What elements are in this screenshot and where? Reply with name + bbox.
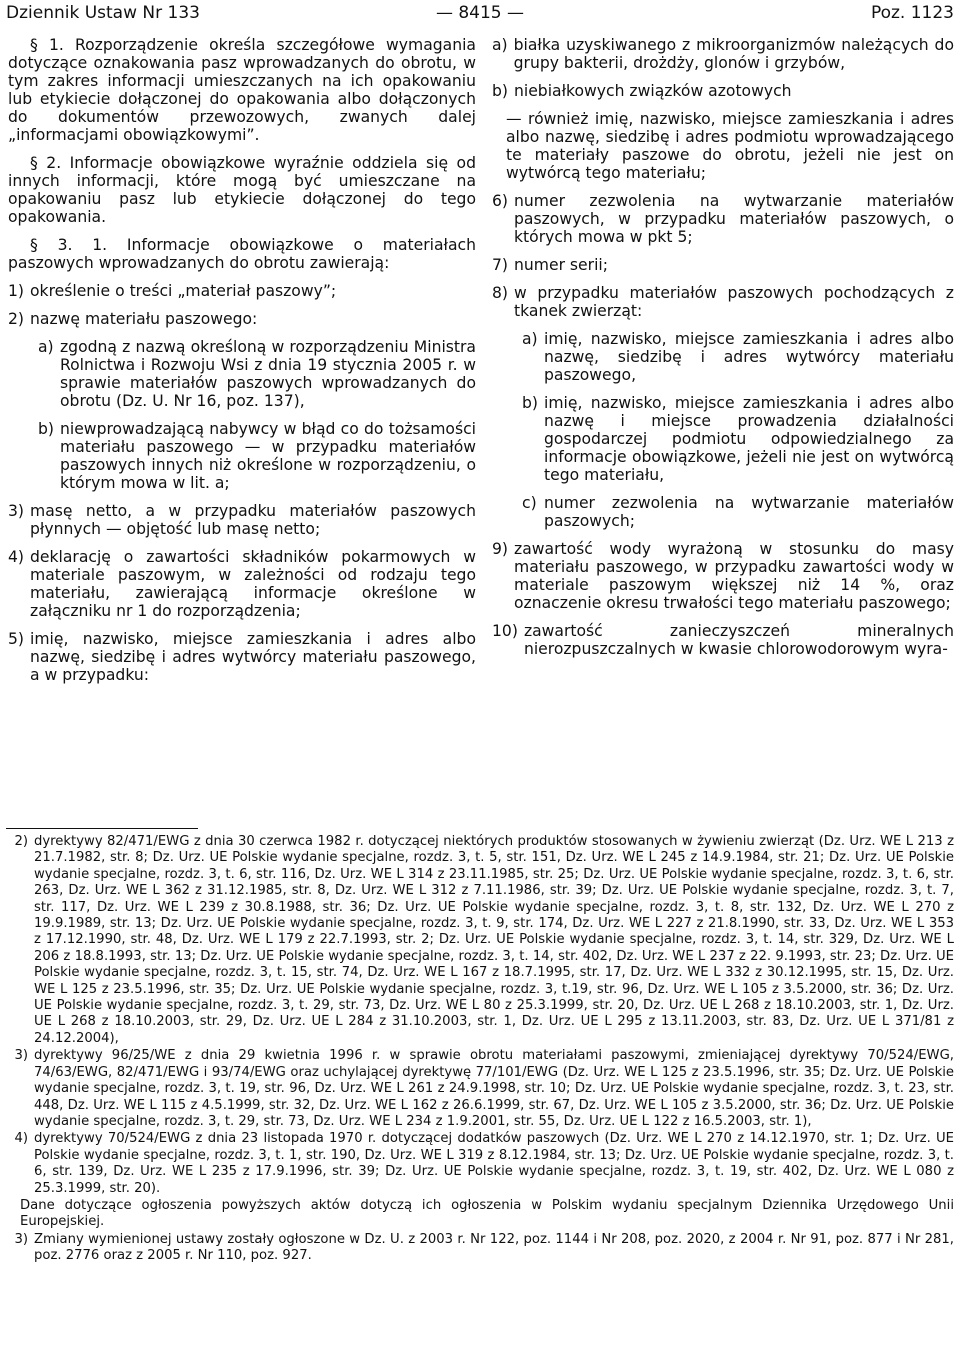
footnote-text: Zmiany wymienionej ustawy zostały ogłoszone w Dz. U. z 2003 r. Nr 122, poz. 1144 i Nr 208, poz. 2020, z 2004 r. Nr 91, poz. 877 i Nr 281, poz. 2776 oraz z 2005 r. Nr 110, poz. 927. <box>34 1231 954 1264</box>
item-number: 10) <box>492 622 518 640</box>
item-letter: a) <box>522 330 538 348</box>
footnote <box>6 1232 954 1265</box>
paragraph-2: § 2. Informacje obowiązkowe wyraźnie oddziela się od innych informacji, które mogą być umieszczane na opakowaniu pasz lub etykiecie dołączonej do tego opakowania. <box>8 154 476 226</box>
item-text: niewprowadzającą nabywcy w błąd co do tożsamości materiału paszowego — w przypadku materiałów paszowych innych niż określone w rozporządzeniu, o którym mowa w lit. a; <box>60 420 476 492</box>
footnote-text: dyrektywy 82/471/EWG z dnia 30 czerwca 1982 r. dotyczącej niektórych produktów stosowanych w żywieniu zwierząt (Dz. Urz. WE L 213 z 21.7.1982, str. 8; Dz. Urz. UE Polskie wydanie specjalne, rozdz. 3, t. 5, str. 151, Dz. Urz. WE L 245 z 14.9.1984, str. 21; Dz. Urz. UE Polskie wydanie specjalne, rozdz. 3, t. 6, str. 116, Dz. Urz. WE L 314 z 23.11.1985, str. 25; Dz. Urz. UE Polskie wydanie specjalne, rozdz. 3, t. 6, str. 263, Dz. Urz. WE L 362 z 31.12.1985, str. 8, Dz. Urz. WE L 312 z 7.11.1986, str. 39; Dz. Urz. UE Polskie wydanie specjalne, rozdz. 3, t. 7, str. 117, Dz. Urz. WE L 239 z 30.8.1988, str. 36; Dz. Urz. UE Polskie wydanie specjalne, rozdz. 3, t. 8, str. 132, Dz. Urz. WE L 270 z 19.9.1989, str. 13; Dz. Urz. UE Polskie wydanie specjalne, rozdz. 3, t. 9, str. 174, Dz. Urz. WE L 227 z 21.8.1990, str. 33, Dz. Urz. WE L 353 z 17.12.1990, str. 48, Dz. Urz. WE L 179 z 22.7.1993, str. 2; Dz. Urz. UE Polskie wydanie specjalne, rozdz. 3, t. 14, str. 329, Dz. Urz. WE L 206 z 18.8.1993, str. 13; Dz. Urz. UE Polskie wydanie specjalne, rozdz. 3, t. 14, str. 402, Dz. Urz. WE L 237 z 22. 9.1993, str. 23; Dz. Urz. UE Polskie wydanie specjalne, rozdz. 3, t. 15, str. 74, Dz. Urz. WE L 167 z 18.7.1995, str. 17, Dz. Urz. WE L 332 z 30.12.1995, str. 15, Dz. Urz. WE L 125 z 23.5.1996, str. 35; Dz. Urz. UE Polskie wydanie specjalne, rozdz. 3, t.19, str. 96, Dz. Urz. WE L 105 z 3.5.2000, str. 36; Dz. Urz. UE Polskie wydanie specjalne, rozdz. 3, t. 29, str. 73, Dz. Urz. WE L 80 z 25.3.1999, str. 20, Dz. Urz. UE L 268 z 18.10.2003, str. 1, Dz. Urz. UE L 268 z 18.10.2003, str. 29, Dz. Urz. UE L 284 z 31.10.2003, str. 1, Dz. Urz. UE L 295 z 13.11.2003, str. 83, Dz. Urz. UE L 371/81 z 24.12.2004), <box>34 834 954 1046</box>
sub-list-item <box>492 82 954 100</box>
item-text: białka uzyskiwanego z mikroorganizmów należących do grupy bakterii, drożdży, glonów i grzybów, <box>513 36 954 72</box>
item-letter: b) <box>522 394 538 412</box>
page-number: — 8415 — <box>435 3 525 23</box>
journal-title: Dziennik Ustaw Nr 133 <box>6 3 200 23</box>
item-number: 8) <box>492 284 509 302</box>
item-letter: b) <box>492 82 508 100</box>
item-number: 9) <box>492 540 509 558</box>
list-item <box>492 256 954 274</box>
footnote-number: 3) <box>14 1048 28 1064</box>
item-text: imię, nazwisko, miejsce zamieszkania i adres albo nazwę, siedzibę i adres wytwórcy materiału paszowego, <box>544 330 954 384</box>
list-item <box>492 192 954 246</box>
list-item <box>8 548 476 620</box>
item-text: deklarację o zawartości składników pokarmowych w materiale paszowym, w zależności od rodzaju tego materiału, zawierającą informacje określone w załączniku nr 1 do rozporządzenia; <box>30 548 476 620</box>
item-text: numer serii; <box>514 256 608 274</box>
item-number: 4) <box>8 548 25 566</box>
footnote-number: 3) <box>14 1231 28 1247</box>
footnote-note: Dane dotyczące ogłoszenia powyższych aktów dotyczą ich ogłoszenia w Polskim wydaniu specjalnym Dziennika Urzędowego Unii Europejskiej. <box>20 1197 954 1230</box>
item-letter: b) <box>38 420 54 438</box>
item-text: zawartość wody wyrażoną w stosunku do masy materiału paszowego, w przypadku zawartości wody w materiale paszowym większej niż 14 %, oraz oznaczenie okresu trwałości tego materiału paszowego; <box>514 540 954 612</box>
item-text: imię, nazwisko, miejsce zamieszkania i adres albo nazwę, siedzibę i adres wytwórcy materiału paszowego, a w przypadku: <box>30 630 476 684</box>
footnote <box>6 1048 954 1130</box>
item-text: masę netto, a w przypadku materiałów paszowych płynnych — objętość lub masę netto; <box>30 502 476 538</box>
list-item <box>8 502 476 538</box>
item-text: niebiałkowych związków azotowych <box>513 82 792 100</box>
list-item <box>8 282 476 300</box>
item-text: w przypadku materiałów paszowych pochodzących z tkanek zwierząt: <box>514 284 954 320</box>
list-item <box>492 540 954 612</box>
item-text: zawartość zanieczyszczeń mineralnych nierozpuszczalnych w kwasie chlorowodorowym wyra- <box>523 622 954 658</box>
item-text: określenie o treści „materiał paszowy”; <box>30 282 337 300</box>
footnote <box>6 834 954 1047</box>
position-number: Poz. 1123 <box>870 3 954 23</box>
sub-list-item <box>8 338 476 410</box>
item-text: zgodną z nazwą określoną w rozporządzeniu Ministra Rolnictwa i Rozwoju Wsi z dnia 19 stycznia 2005 r. w sprawie materiałów paszowych wprowadzanych do obrotu (Dz. U. Nr 16, poz. 137), <box>60 338 476 410</box>
list-item <box>8 310 476 328</box>
item-text: imię, nazwisko, miejsce zamieszkania i adres albo nazwę i miejsce prowadzenia działalności gospodarczej podmiotu odpowiedzialnego za informacje obowiązkowe, jeżeli nie jest on wytwórcą tego materiału, <box>544 394 954 484</box>
list-item <box>492 284 954 320</box>
footnote-number: 2) <box>14 834 28 849</box>
footnote-number: 4) <box>14 1131 28 1147</box>
sub-list-item <box>8 420 476 492</box>
list-item <box>492 622 954 658</box>
item-letter: a) <box>492 36 508 54</box>
footnote-text: dyrektywy 70/524/EWG z dnia 23 listopada 1970 r. dotyczącej dodatków paszowych (Dz. Urz. WE L 270 z 14.12.1970, str. 1; Dz. Urz. UE Polskie wydanie specjalne, rozdz. 3, t. 1, str. 190, Dz. Urz. WE L 319 z 8.12.1984, str. 13; Dz. Urz. UE Polskie wydanie specjalne, rozdz. 3, t. 6, str. 139, Dz. Urz. WE L 235 z 17.9.1996, str. 39; Dz. Urz. UE Polskie wydanie specjalne, rozdz. 3, t. 19, str. 402, Dz. Urz. WE L 080 z 25.3.1999, str. 20). <box>34 1131 954 1196</box>
paragraph-1: § 1. Rozporządzenie określa szczegółowe wymagania dotyczące oznakowania pasz wprowadzanych do obrotu, w tym zakres informacji umieszczanych na ich opakowaniu lub etykiecie dołączonej do opakowania albo dołączonych do dokumentów przewozowych, zwanych dalej „informacjami obowiązkowymi”. <box>8 36 476 144</box>
item-number: 5) <box>8 630 25 648</box>
item-text: numer zezwolenia na wytwarzanie materiałów paszowych, w przypadku materiałów paszowych, o których mowa w pkt 5; <box>514 192 954 246</box>
sub-list-item <box>492 36 954 72</box>
sub-list-item <box>492 494 954 530</box>
dash-paragraph: — również imię, nazwisko, miejsce zamieszkania i adres albo nazwę, siedzibę i adres podmiotu wprowadzającego te materiały paszowe do obrotu, jeżeli nie jest on wytwórcą tego materiału; <box>506 110 954 182</box>
footnote-divider <box>6 828 198 829</box>
footnotes <box>6 834 954 1266</box>
left-column <box>8 36 476 690</box>
item-letter: c) <box>522 494 537 512</box>
item-text: numer zezwolenia na wytwarzanie materiałów paszowych; <box>544 494 954 530</box>
footnote-text: dyrektywy 96/25/WE z dnia 29 kwietnia 1996 r. w sprawie obrotu materiałami paszowymi, zmieniającej dyrektywy 70/524/EWG, 74/63/EWG, 82/471/EWG i 93/74/EWG oraz uchylającej dyrektywę 77/101/EWG (Dz. Urz. WE L 125 z 23.5.1996, str. 35; Dz. Urz. UE Polskie wydanie specjalne, rozdz. 3, t. 19, str. 96, Dz. Urz. WE L 261 z 24.9.1998, str. 10; Dz. Urz. UE Polskie wydanie specjalne, rozdz. 3, t. 23, str. 448, Dz. Urz. WE L 115 z 4.5.1999, str. 32, Dz. Urz. WE L 162 z 26.6.1999, str. 67, Dz. Urz. WE L 105 z 3.5.2000, str. 36; Dz. Urz. UE Polskie wydanie specjalne, rozdz. 3, t. 29, str. 73, Dz. Urz. WE L 234 z 1.9.2001, str. 55, Dz. Urz. UE L 122 z 16.5.2003, str. 1), <box>34 1048 954 1129</box>
right-column <box>492 36 954 664</box>
item-letter: a) <box>38 338 54 356</box>
sub-list-item <box>492 394 954 484</box>
paragraph-3: § 3. 1. Informacje obowiązkowe o materiałach paszowych wprowadzanych do obrotu zawierają: <box>8 236 476 272</box>
list-item <box>8 630 476 684</box>
item-number: 3) <box>8 502 25 520</box>
item-number: 7) <box>492 256 509 274</box>
item-number: 1) <box>8 282 25 300</box>
sub-list-item <box>492 330 954 384</box>
footnote <box>6 1131 954 1197</box>
page-header <box>0 0 960 28</box>
item-text: nazwę materiału paszowego: <box>30 310 258 328</box>
item-number: 6) <box>492 192 509 210</box>
item-number: 2) <box>8 310 25 328</box>
